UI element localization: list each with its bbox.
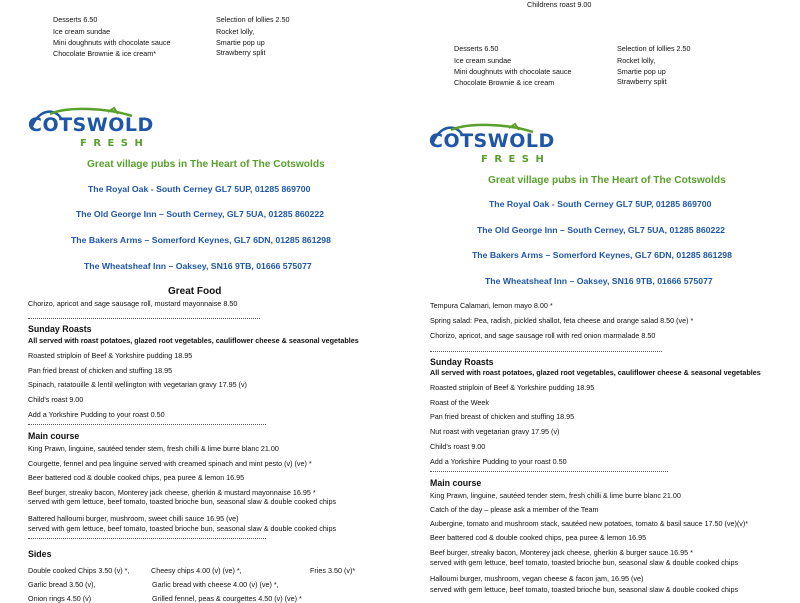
- divider: [28, 318, 260, 319]
- right-lollies-title: Selection of lollies 2.50: [617, 44, 691, 53]
- left-sunday-item: Add a Yorkshire Pudding to your roast 0.50: [28, 410, 165, 419]
- right-sunday-item: Child's roast 9.00: [430, 442, 486, 451]
- right-pub-line: The Royal Oak - South Cerney GL7 5UP, 01285 869700: [489, 199, 712, 209]
- right-main-item: Catch of the day – please ask a member of the Team: [430, 505, 599, 514]
- great-food-heading: Great Food: [168, 286, 222, 297]
- left-sunday-title: Sunday Roasts: [28, 324, 92, 334]
- left-sunday-item: Pan fried breast of chicken and stuffing 18.95: [28, 366, 173, 375]
- left-dessert-item: Mini doughnuts with chocolate sauce: [53, 38, 171, 47]
- right-sunday-subtitle: All served with roast potatoes, glazed root vegetables, cauliflower cheese & seasonal vegetables: [430, 368, 761, 377]
- left-lolly-item: Strawberry split: [216, 48, 266, 57]
- side-item: Garlic bread with cheese 4.00 (v) (ve) *,: [152, 580, 279, 589]
- left-main-item: Beer battered cod & double cooked chips, pea puree & lemon 16.95: [28, 473, 245, 482]
- left-pub-line: The Bakers Arms – Somerford Keynes, GL7 6DN, 01285 861298: [71, 235, 331, 245]
- right-main-item: Beer battered cod & double cooked chips, pea puree & lemon 16.95: [430, 533, 647, 542]
- left-tagline: Great village pubs in The Heart of The Cotswolds: [87, 159, 325, 170]
- right-tagline: Great village pubs in The Heart of The Cotswolds: [488, 175, 726, 186]
- right-pub-line: The Wheatsheaf Inn – Oaksey, SN16 9TB, 01666 575077: [485, 276, 713, 286]
- logo-top-text: COTSWOLD: [429, 130, 555, 152]
- left-main-item: Battered halloumi burger, mushroom, sweet chilli sauce 16.95 (ve): [28, 514, 239, 523]
- left-lollies-title: Selection of lollies 2.50: [216, 15, 290, 24]
- right-pub-line: The Old George Inn – South Cerney, GL7 5UA, 01285 860222: [477, 225, 726, 235]
- left-main-item: Beef burger, streaky bacon, Monterey jack cheese, gherkin & mustard mayonnaise 16.95 *: [28, 488, 316, 497]
- right-dessert-item: Mini doughnuts with chocolate sauce: [454, 67, 572, 76]
- side-item: Fries 3.50 (v)*: [310, 566, 356, 575]
- right-main-item: Beef burger, streaky bacon, Monterey jack cheese, gherkin & burger sauce 16.95 *: [430, 548, 693, 557]
- right-main-item: King Prawn, linguine, sautéed tender stem, fresh chilli & lime burre blanc 21.00: [430, 491, 681, 500]
- left-lolly-item: Smartie pop up: [216, 38, 265, 47]
- right-sunday-item: Nut roast with vegetarian gravy 17.95 (v): [430, 427, 560, 436]
- left-lolly-item: Rocket lolly,: [216, 27, 255, 36]
- right-sunday-item: Pan fried breast of chicken and stuffing 18.95: [430, 412, 575, 421]
- left-main-item: Courgette, fennel and pea linguine served with creamed spinach and mint pesto (v) (ve) *: [28, 459, 312, 468]
- side-item: Double cooked Chips 3.50 (v) *,: [28, 566, 130, 575]
- left-sunday-item: Roasted striploin of Beef & Yorkshire pudding 18.95: [28, 351, 193, 360]
- side-item: Cheesy chips 4.00 (v) (ve) *,: [151, 566, 242, 575]
- right-main-title: Main course: [430, 478, 482, 488]
- side-item: Onion rings 4.50 (v): [28, 594, 92, 603]
- right-lolly-item: Smartie pop up: [617, 67, 666, 76]
- left-main-item: King Prawn, linguine, sautéed tender stem, fresh chilli & lime burre blanc 21.00: [28, 444, 279, 453]
- left-pub-line: The Wheatsheaf Inn – Oaksey, SN16 9TB, 01666 575077: [84, 261, 312, 271]
- right-main-item: Aubergine, tomato and mushroom stack, sautéed new potatoes, tomato & basil sauce 17.50 (ve)(v)*: [430, 519, 749, 528]
- divider: [28, 424, 266, 425]
- side-item: Grilled fennel, peas & courgettes 4.50 (v) (ve) *: [152, 594, 302, 603]
- right-desserts-title: Desserts 6.50: [454, 44, 499, 53]
- left-main-title: Main course: [28, 431, 80, 441]
- left-intro-item: Chorizo, apricot and sage sausage roll, mustard mayonnaise 8.50: [28, 299, 238, 308]
- left-sunday-subtitle: All served with roast potatoes, glazed root vegetables, cauliflower cheese & seasonal vegetables: [28, 336, 359, 345]
- divider: [430, 471, 668, 472]
- logo-bottom-text: F R E S H: [80, 138, 145, 149]
- left-sides-title: Sides: [28, 549, 52, 559]
- left-desserts-title: Desserts 6.50: [53, 15, 98, 24]
- left-pub-line: The Royal Oak - South Cerney GL7 5UP, 01285 869700: [88, 184, 311, 194]
- left-dessert-item: Chocolate Brownie & ice cream*: [53, 49, 157, 58]
- right-starter-item: Tempura Calamari, lemon mayo 8.00 *: [430, 301, 553, 310]
- logo-bottom-text: F R E S H: [481, 154, 546, 165]
- cotswold-fresh-logo: [28, 106, 154, 152]
- right-sunday-title: Sunday Roasts: [430, 357, 494, 367]
- left-sunday-item: Spinach, ratatouille & lentil wellington with vegetarian gravy 17.95 (v): [28, 380, 247, 389]
- right-starter-item: Spring salad: Pea, radish, pickled shallot, feta cheese and orange salad 8.50 (ve) *: [430, 316, 694, 325]
- right-sunday-item: Roast of the Week: [430, 398, 489, 407]
- left-sunday-item: Child's roast 9.00: [28, 395, 84, 404]
- right-dessert-item: Ice cream sundae: [454, 56, 512, 65]
- right-pub-line: The Bakers Arms – Somerford Keynes, GL7 6DN, 01285 861298: [472, 250, 732, 260]
- cotswold-fresh-logo: [429, 122, 555, 168]
- right-sunday-item: Roasted striploin of Beef & Yorkshire pudding 18.95: [430, 383, 595, 392]
- divider: [28, 538, 266, 539]
- right-main-item: served with gem lettuce, beef tomato, toasted brioche bun, seasonal slaw & double cooked chips: [430, 558, 739, 567]
- logo-top-text: COTSWOLD: [28, 114, 154, 136]
- left-main-item: served with gem lettuce, beef tomato, toasted brioche bun, seasonal slaw & double cooked chips: [28, 524, 337, 533]
- right-main-item: served with gem lettuce, beef tomato, toasted brioche bun, seasonal slaw & double cooked chips: [430, 585, 739, 594]
- side-item: Garlic bread 3.50 (v),: [28, 580, 96, 589]
- right-sunday-item: Add a Yorkshire Pudding to your roast 0.50: [430, 457, 567, 466]
- left-dessert-item: Ice cream sundae: [53, 27, 111, 36]
- right-main-item: Halloumi burger, mushroom, vegan cheese & facon jam, 16.95 (ve): [430, 574, 644, 583]
- left-pub-line: The Old George Inn – South Cerney, GL7 5UA, 01285 860222: [76, 209, 325, 219]
- right-lolly-item: Strawberry split: [617, 77, 667, 86]
- right-starter-item: Chorizo, apricot, and sage sausage roll with red onion marmalade 8.50: [430, 331, 656, 340]
- divider: [430, 351, 662, 352]
- right-dessert-item: Chocolate Brownie & ice cream: [454, 78, 555, 87]
- childrens-roast-line: Childrens roast 9.00: [527, 0, 592, 9]
- right-lolly-item: Rocket lolly,: [617, 56, 656, 65]
- left-main-item: served with gem lettuce, beef tomato, toasted brioche bun, seasonal slaw & double cooked chips: [28, 497, 337, 506]
